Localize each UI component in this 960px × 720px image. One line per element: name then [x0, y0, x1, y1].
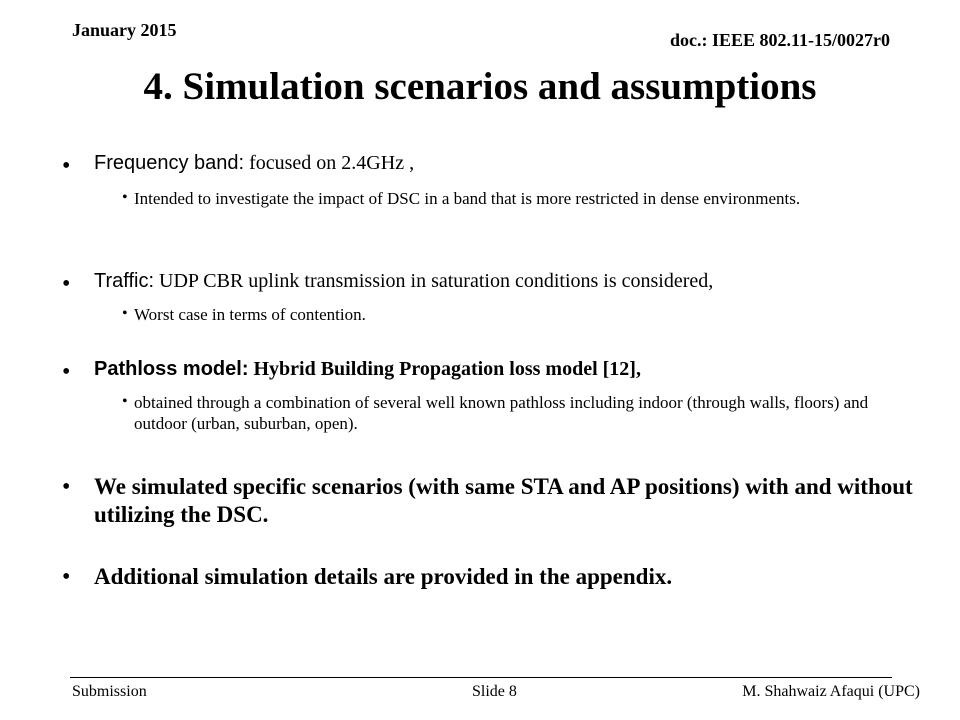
sub-bullet-frequency-band [122, 188, 912, 209]
sub-bullet-pathloss-model [122, 392, 912, 434]
bullet-text: focused on 2.4GHz , [244, 152, 415, 174]
sub-bullet-dot: • [122, 189, 128, 206]
bullet-lead: Frequency band: [94, 152, 245, 174]
sub-bullet-text: Worst case in terms of contention. [134, 305, 366, 324]
bullet-text: Additional simulation details are provided in the appendix. [94, 564, 673, 589]
header-date: January 2015 [72, 20, 177, 40]
bullet-lead: Pathloss model: [94, 358, 249, 380]
bullet-simulated-scenarios [62, 473, 922, 529]
bullet-dot: • [62, 564, 71, 590]
bullet-frequency-band [62, 152, 922, 179]
sub-bullet-dot: • [122, 305, 128, 322]
bullet-traffic [62, 270, 922, 297]
bullet-text: UDP CBR uplink transmission in saturation conditions is considered, [154, 270, 714, 292]
bullet-pathloss-model [62, 358, 922, 385]
bullet-additional-details [62, 563, 922, 591]
bullet-text: We simulated specific scenarios (with same STA and AP positions) with and without utilizing the DSC. [94, 474, 913, 527]
bullet-dot: • [62, 271, 71, 297]
footer-slide-number: Slide 8 [472, 683, 517, 700]
sub-bullet-traffic [122, 304, 912, 325]
footer-author: M. Shahwaiz Afaqui (UPC) [742, 683, 920, 700]
header-doc-id: doc.: IEEE 802.11-15/0027r0 [669, 30, 890, 50]
sub-bullet-text: Intended to investigate the impact of DSC in a band that is more restricted in dense environments. [134, 189, 801, 208]
slide-title: 4. Simulation scenarios and assumptions [143, 65, 817, 108]
footer-divider [70, 677, 892, 678]
bullet-text: Hybrid Building Propagation loss model [12], [248, 358, 641, 380]
sub-bullet-text: obtained through a combination of several well known pathloss including indoor (through walls, floors) and outdoor (urban, suburban, open). [134, 393, 869, 433]
bullet-dot: • [62, 359, 71, 385]
footer-submission: Submission [72, 683, 147, 700]
bullet-lead: Traffic: [94, 270, 155, 292]
sub-bullet-dot: • [122, 393, 128, 410]
bullet-dot: • [62, 153, 71, 179]
bullet-dot: • [62, 474, 71, 500]
